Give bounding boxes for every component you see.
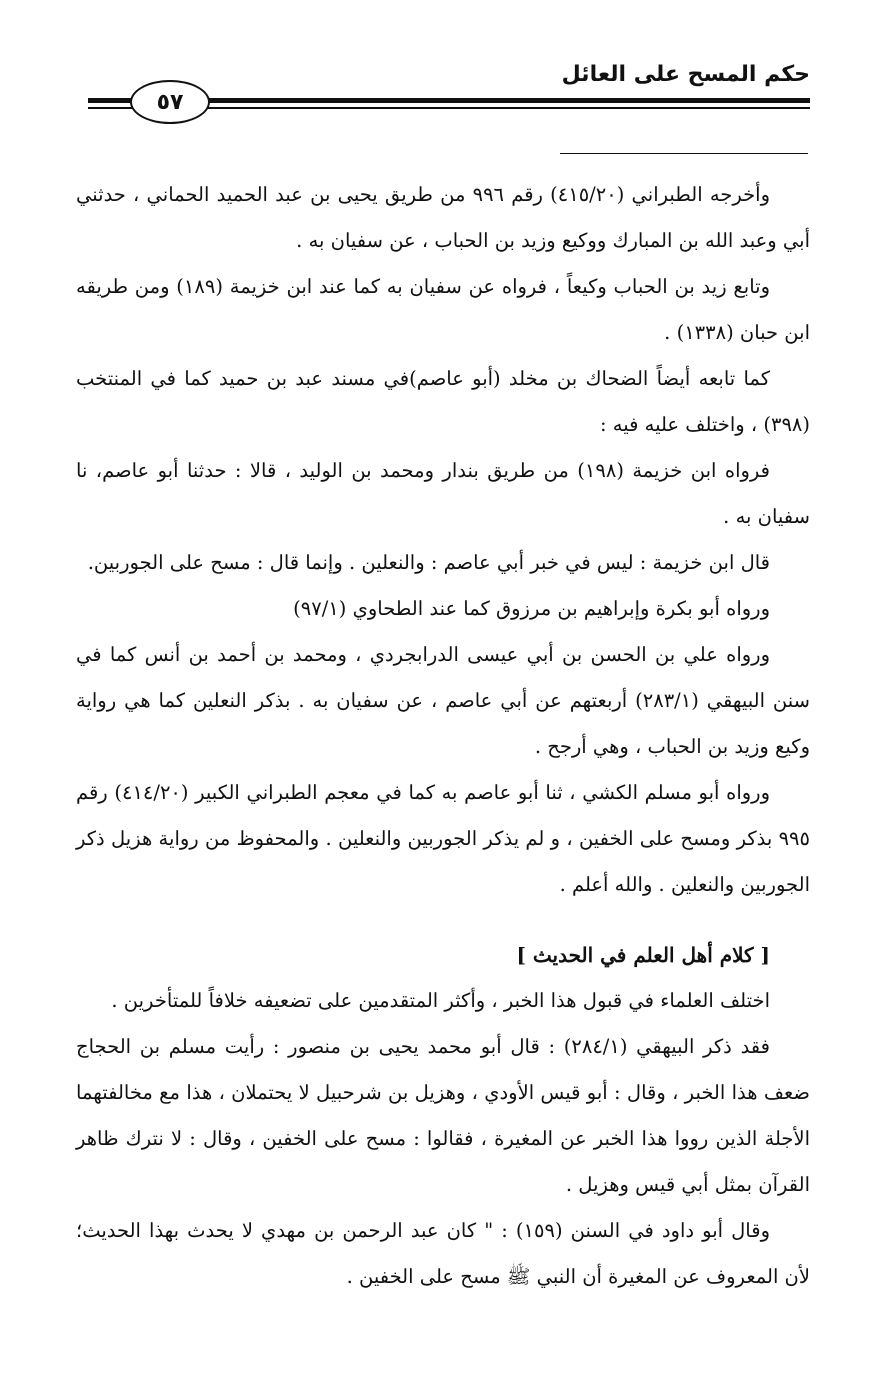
paragraph: ورواه أبو مسلم الكشي ، ثنا أبو عاصم به كما في معجم الطبراني الكبير (٤١٤/٢٠) رقم ٩٩٥ بذكر ومسح على الخفين ، و لم يذكر الجوربين والنعلين . والمحفوظ من رواية هزيل ذكر الجوربين والنعلين . والله أعلم . bbox=[76, 781, 810, 896]
paragraph: فقد ذكر البيهقي (٢٨٤/١) : قال أبو محمد يحيى بن منصور : رأيت مسلم بن الحجاج ضعف هذا الخبر ، وقال : أبو قيس الأودي ، وهزيل بن شرحبيل لا يحتملان ، هذا مع مخالفتهما الأجلة الذين رووا هذا الخبر عن المغيرة ، فقالوا : مسح على الخفين ، وقال : لا نترك ظاهر القرآن بمثل أبي قيس وهزيل . bbox=[76, 1035, 810, 1196]
paragraph: كما تابعه أيضاً الضحاك بن مخلد (أبو عاصم)في مسند عبد بن حميد كما في المنتخب (٣٩٨) ، واختلف عليه فيه : bbox=[76, 367, 810, 436]
section-heading: [ كلام أهل العلم في الحديث ] bbox=[516, 943, 770, 967]
footnote-separator bbox=[560, 153, 808, 154]
paragraph: وقال أبو داود في السنن (١٥٩) : " كان عبد الرحمن بن مهدي لا يحدث بهذا الحديث؛ لأن المعروف عن المغيرة أن النبي ﷺ مسح على الخفين . bbox=[76, 1219, 810, 1288]
page-number: ٥٧ bbox=[130, 80, 210, 124]
running-title: حكم المسح على العائل bbox=[561, 62, 810, 87]
paragraph: ورواه علي بن الحسن بن أبي عيسى الدرابجردي ، ومحمد بن أحمد بن أنس كما في سنن البيهقي (٢٨٣/١) أربعتهم عن أبي عاصم ، عن سفيان به . بذكر النعلين كما هي رواية وكيع وزيد بن الحباب ، وهي أرجح . bbox=[76, 643, 810, 758]
paragraph: فرواه ابن خزيمة (١٩٨) من طريق بندار ومحمد بن الوليد ، قالا : حدثنا أبو عاصم، نا سفيان به . bbox=[76, 459, 810, 528]
paragraph: قال ابن خزيمة : ليس في خبر أبي عاصم : والنعلين . وإنما قال : مسح على الجوربين. bbox=[87, 551, 770, 574]
page-header bbox=[88, 60, 810, 130]
paragraph: ورواه أبو بكرة وإبراهيم بن مرزوق كما عند الطحاوي (٩٧/١) bbox=[293, 597, 770, 620]
footnote-body bbox=[76, 172, 810, 1300]
paragraph: اختلف العلماء في قبول هذا الخبر ، وأكثر المتقدمين على تضعيفه خلافاً للمتأخرين . bbox=[111, 989, 770, 1012]
paragraph: وأخرجه الطبراني (٤١٥/٢٠) رقم ٩٩٦ من طريق يحيى بن عبد الحميد الحماني ، حدثني أبي وعبد الله بن المبارك ووكيع وزيد بن الحباب ، عن سفيان به . bbox=[76, 183, 810, 252]
paragraph: وتابع زيد بن الحباب وكيعاً ، فرواه عن سفيان به كما عند ابن خزيمة (١٨٩) ومن طريقه ابن حبان (١٣٣٨) . bbox=[76, 275, 810, 344]
